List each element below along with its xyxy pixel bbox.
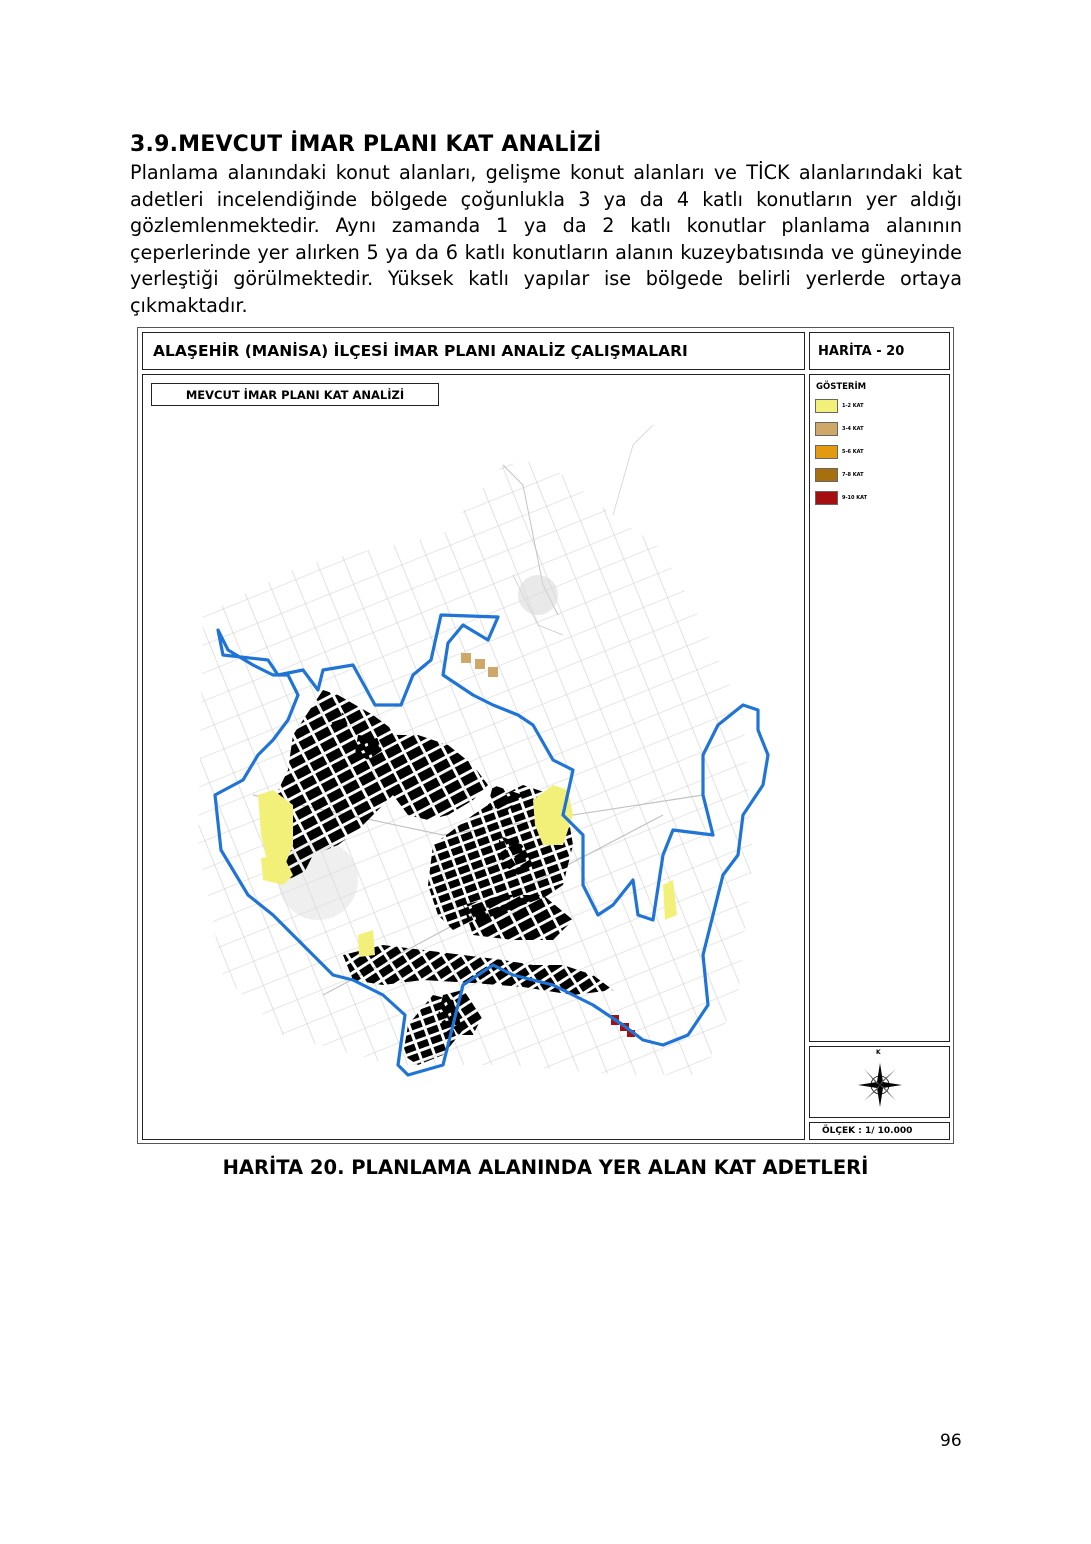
map-number-box: [809, 332, 950, 370]
map-number-text: HARİTA - 20: [818, 343, 905, 359]
scale-text: ÖLÇEK : 1/ 10.000: [822, 1126, 913, 1136]
legend-swatch: [815, 399, 838, 413]
body-paragraph: Planlama alanındaki konut alanları, gelişme konut alanları ve TİCK alanlarındaki kat adetleri incelendiğinde bölgede çoğunlukla 3 ya da 4 katlı konutların yer aldığı gözlemlenmektedir. Aynı zamanda 1 ya da 2 katlı konutlar planlama alanının çeperlerinde yer alırken 5 ya da 6 katlı konutların alanın kuzeybatısında ve güneyinde yerleştiği görülmektedir. Yüksek katlı yapılar ise bölgede belirli yerlerde ortaya çıkmaktadır.: [130, 161, 962, 317]
legend-swatch: [815, 491, 838, 505]
north-arrow-panel: [809, 1046, 950, 1118]
map-title: [142, 332, 805, 370]
map-title-text: ALAŞEHİR (MANİSA) İLÇESİ İMAR PLANI ANALİZ ÇALIŞMALARI: [153, 342, 688, 360]
legend-item-3-4-kat: [815, 422, 864, 436]
legend-label: 3-4 KAT: [842, 426, 864, 432]
page-number: 96: [940, 1431, 962, 1451]
map-area[interactable]: [142, 374, 805, 1140]
legend-item-9-10-kat: [815, 491, 867, 505]
map-drawing: [143, 375, 805, 1140]
legend-panel: [809, 374, 950, 1042]
legend-swatch: [815, 445, 838, 459]
map-subtitle: [151, 383, 439, 406]
legend-item-5-6-kat: [815, 445, 864, 459]
figure-caption: HARİTA 20. PLANLAMA ALANINDA YER ALAN KAT ADETLERİ: [222, 1156, 869, 1179]
legend-label: 7-8 KAT: [842, 472, 864, 478]
compass-icon: [854, 1059, 906, 1111]
legend-label: 1-2 KAT: [842, 403, 864, 409]
legend-label: 9-10 KAT: [842, 495, 868, 501]
scale-box: [809, 1122, 950, 1140]
legend-title: GÖSTERİM: [816, 382, 867, 392]
section-heading: 3.9.MEVCUT İMAR PLANI KAT ANALİZİ: [130, 132, 602, 157]
legend-item-1-2-kat: [815, 399, 864, 413]
map-subtitle-text: MEVCUT İMAR PLANI KAT ANALİZİ: [185, 387, 405, 402]
north-label: K: [876, 1049, 881, 1056]
legend-label: 5-6 KAT: [842, 449, 864, 455]
legend-item-7-8-kat: [815, 468, 864, 482]
legend-swatch: [815, 468, 838, 482]
legend-swatch: [815, 422, 838, 436]
